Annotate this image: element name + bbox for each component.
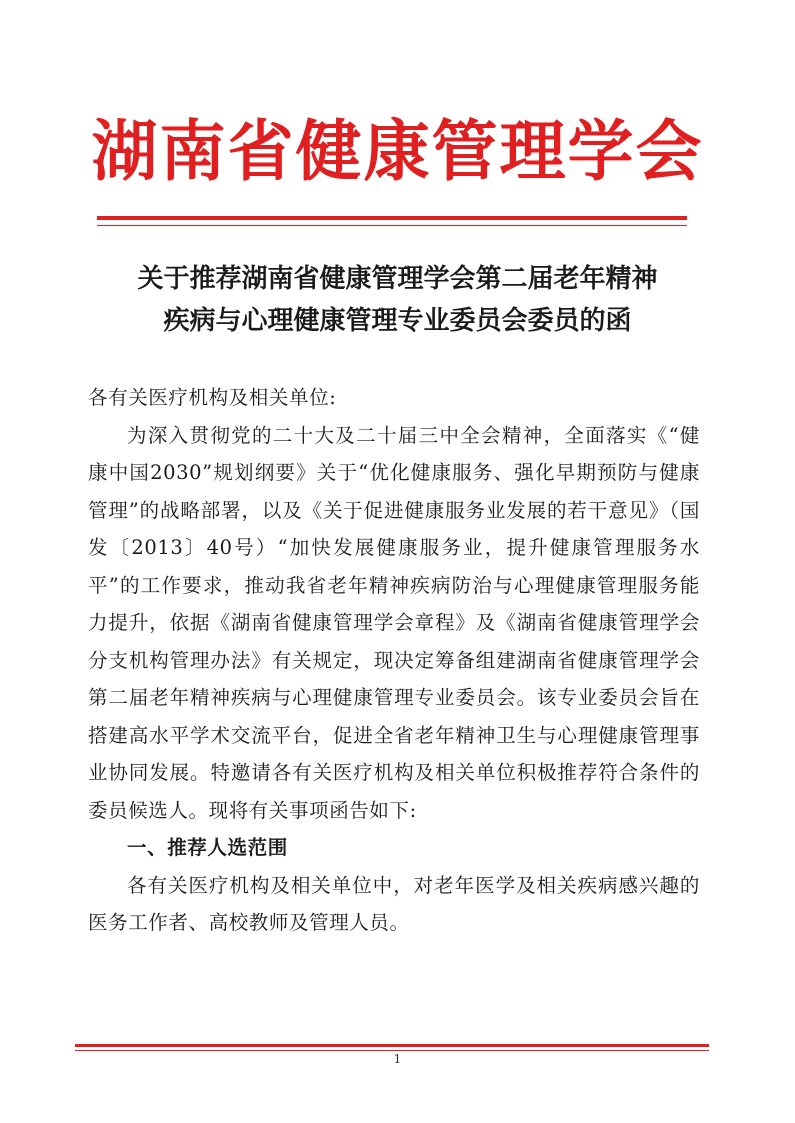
- document-body: [88, 379, 700, 942]
- section-heading-1: 一、推荐人选范围: [127, 836, 288, 859]
- section-body-1: 各有关医疗机构及相关单位中，对老年医学及相关疾病感兴趣的医务工作者、高校教师及管理人员。: [88, 873, 700, 934]
- document-title: [60, 258, 735, 342]
- salutation: 各有关医疗机构及相关单位:: [88, 386, 337, 409]
- page-number: 1: [393, 1052, 402, 1066]
- footer-rule-thin: [75, 1050, 709, 1051]
- footer-rule-thick: [75, 1044, 709, 1047]
- letterhead-rule-thick: [97, 216, 687, 220]
- document-title-line-2: 疾病与心理健康管理专业委员会委员的函: [163, 306, 632, 336]
- organization-letterhead: 湖南省健康管理学会: [91, 112, 704, 190]
- document-title-line-1: 关于推荐湖南省健康管理学会第二届老年精神: [137, 264, 658, 294]
- body-paragraph-1: 为深入贯彻党的二十大及二十届三中全会精神，全面落实《“健康中国2030”规划纲要》关于“优化健康服务、强化早期预防与健康管理”的战略部署，以及《关于促进健康服务业发展的若干意见》（国发〔2013〕40号）“加快发展健康服务业，提升健康管理服务水平”的工作要求，推动我省老年精神疾病防治与心理健康管理服务能力提升，依据《湖南省健康管理学会章程》及《湖南省健康管理学会分支机构管理办法》有关规定，现决定筹备组建湖南省健康管理学会第二届老年精神疾病与心理健康管理专业委员会。该专业委员会旨在搭建高水平学术交流平台，促进全省老年精神卫生与心理健康管理事业协同发展。特邀请各有关医疗机构及相关单位积极推荐符合条件的委员候选人。现将有关事项函告如下:: [88, 423, 700, 822]
- letterhead-rule-thin: [97, 225, 687, 226]
